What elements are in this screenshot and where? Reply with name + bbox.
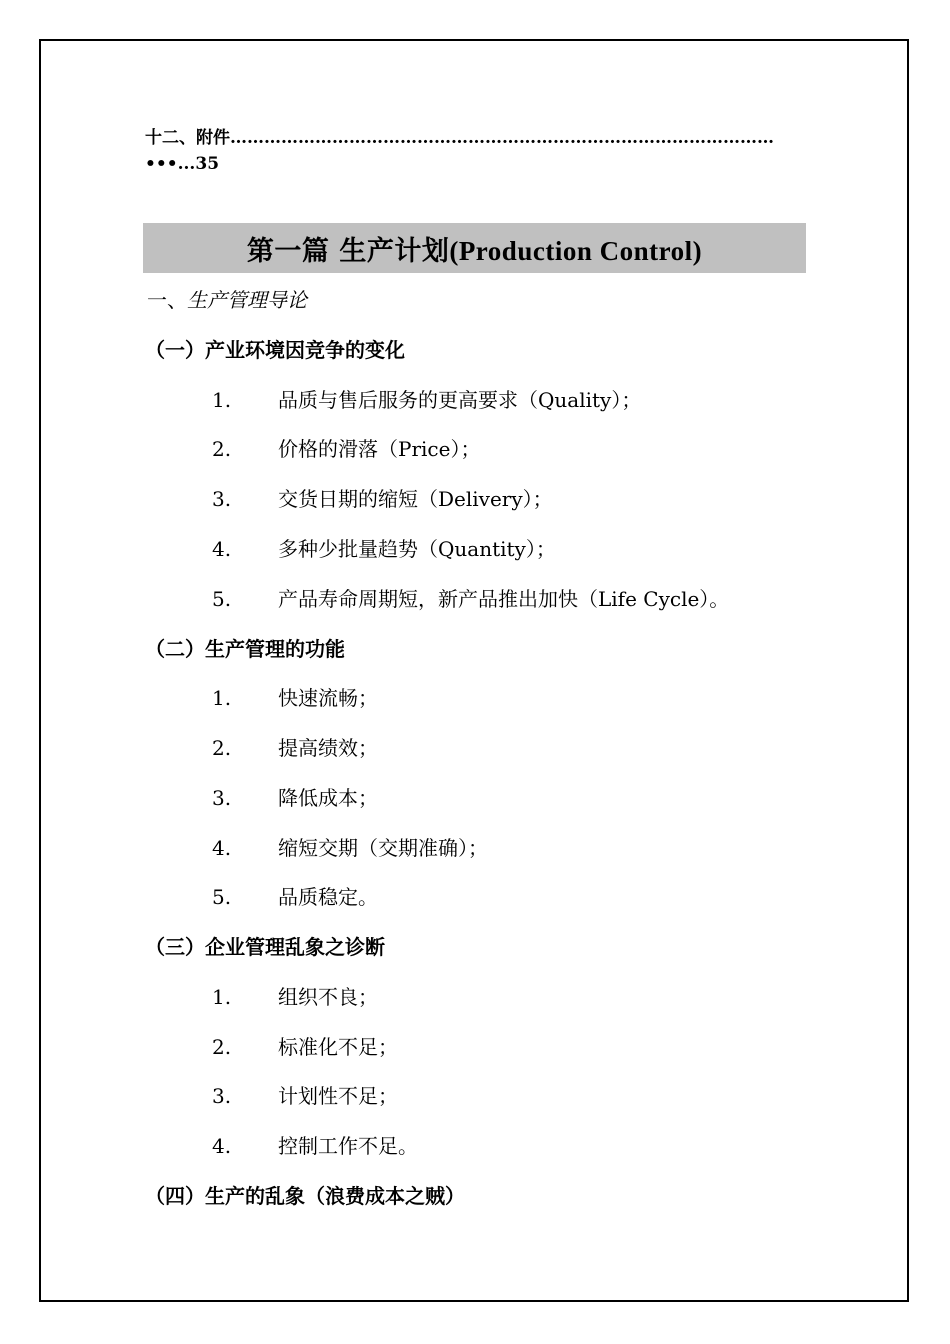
list-item: 3. 交货日期的缩短（Delivery）； [212, 487, 553, 511]
list-item: 2. 标准化不足； [212, 1035, 398, 1059]
section-number: 一、 [147, 288, 187, 312]
list-item: 3. 降低成本； [212, 786, 378, 810]
toc-label: 十二、附件 [145, 128, 230, 148]
section-heading [147, 286, 307, 314]
subsection-heading-4: （四）生产的乱象（浪费成本之贼） [145, 1184, 465, 1208]
chapter-title [247, 229, 702, 268]
toc-page-number: 35 [195, 154, 220, 174]
section-title: 生产管理导论 [187, 288, 307, 312]
list-item: 1. 组织不良； [212, 985, 378, 1009]
list-item: 2. 价格的滑落（Price）； [212, 437, 481, 461]
list-item: 5. 产品寿命周期短，新产品推出加快（Life Cycle）。 [212, 587, 730, 611]
subsection-heading-1: （一）产业环境因竞争的变化 [145, 338, 405, 362]
chapter-title-english: (Production Control) [449, 235, 703, 266]
list-item: 3. 计划性不足； [212, 1084, 398, 1108]
subsection-heading-2: （二）生产管理的功能 [145, 637, 345, 661]
chapter-title-bar [143, 223, 806, 273]
list-item: 1. 快速流畅； [212, 686, 378, 710]
list-item: 4. 缩短交期（交期准确）； [212, 836, 488, 860]
toc-entry [145, 125, 807, 177]
list-item: 2. 提高绩效； [212, 736, 378, 760]
list-item: 4. 多种少批量趋势（Quantity）； [212, 537, 556, 561]
list-item: 4. 控制工作不足。 [212, 1134, 418, 1158]
subsection-heading-3: （三）企业管理乱象之诊断 [145, 935, 385, 959]
toc-leader-dots: …………………………………………………………………………………… [230, 128, 774, 148]
list-item: 5. 品质稳定。 [212, 885, 378, 909]
list-item: 1. 品质与售后服务的更高要求（Quality）； [212, 388, 642, 412]
chapter-title-chinese: 第一篇 生产计划 [246, 235, 450, 267]
toc-leader-dots-continued: •••... [145, 154, 196, 174]
